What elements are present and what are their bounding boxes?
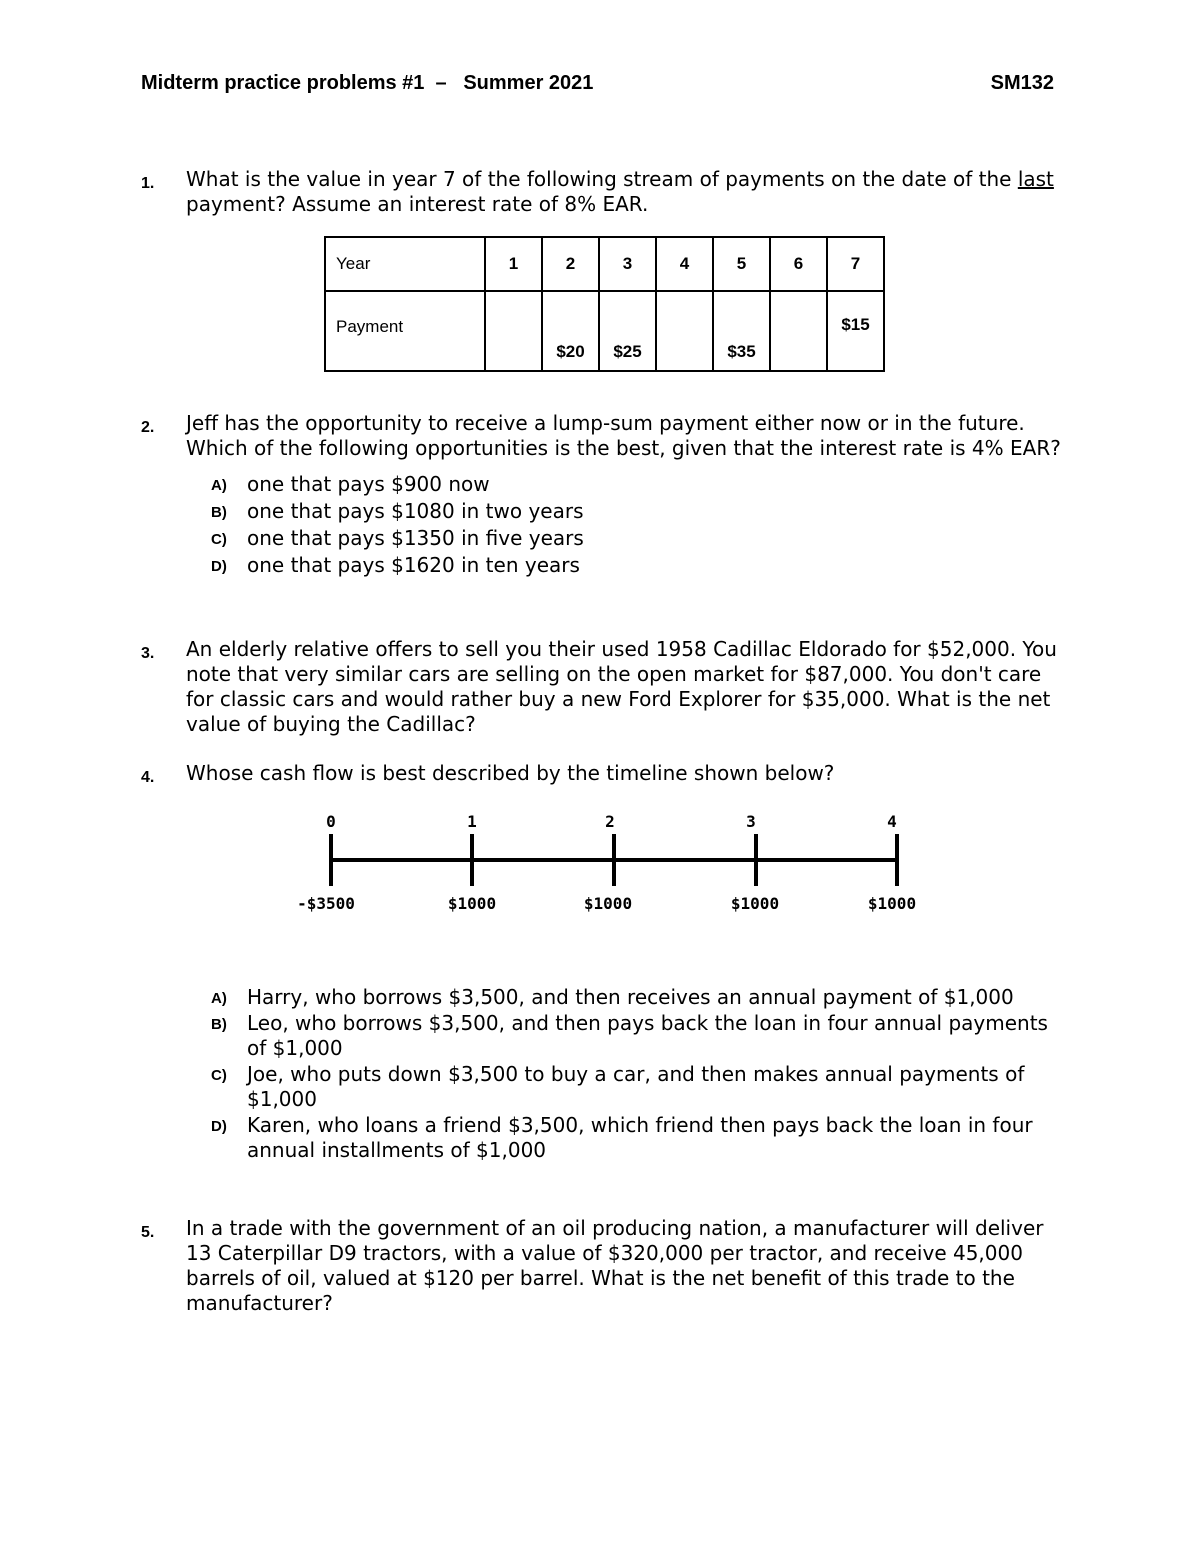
timeline-cashflow-label: $1000	[583, 894, 633, 913]
option-text: Leo, who borrows $3,500, and then pays back the loan in four annual payments of $1,000	[247, 1010, 1048, 1060]
option-text: one that pays $1350 in five years	[247, 526, 584, 550]
option-text: one that pays $900 now	[247, 472, 490, 496]
payment-cell: $25	[599, 291, 656, 371]
option	[211, 552, 1071, 579]
payment-table	[324, 236, 885, 372]
page-title: Midterm practice problems #1 – Summer 2021	[141, 72, 594, 94]
options-list	[211, 471, 1071, 579]
question-text: In a trade with the government of an oil producing nation, a manufacturer will deliver 13 Caterpillar D9 tractors, with a value of $320,000 per tractor, and receive 45,000 barrels of oil, valued at $120 per barrel. What is the net benefit of this trade to the manufacturer?	[186, 1216, 1044, 1315]
payment-cell: $35	[713, 291, 770, 371]
question-text-part: payment? Assume an interest rate of 8% EAR.	[186, 192, 649, 216]
question-5	[141, 1216, 1071, 1316]
timeline-cashflow-label: -$3500	[297, 894, 355, 913]
option	[211, 525, 1071, 552]
option-text: Karen, who loans a friend $3,500, which friend then pays back the loan in four annual installments of $1,000	[247, 1112, 1033, 1162]
timeline-period-label: 1	[467, 812, 477, 831]
question-number: 2.	[141, 419, 155, 436]
option	[211, 1011, 1071, 1062]
options-list	[211, 985, 1071, 1164]
question-number: 3.	[141, 645, 155, 662]
payment-cell: $15	[827, 291, 884, 371]
question-1	[141, 167, 1071, 217]
payment-cell	[770, 291, 827, 371]
table-row-label: Year	[325, 237, 485, 291]
option-text: Joe, who puts down $3,500 to buy a car, and then makes annual payments of $1,000	[247, 1061, 1025, 1111]
year-cell: 5	[713, 237, 770, 291]
option-letter: D)	[211, 1117, 227, 1135]
question-number: 5.	[141, 1224, 155, 1241]
option-letter: B)	[211, 504, 227, 521]
question-4	[141, 761, 1071, 786]
option-text: one that pays $1080 in two years	[247, 499, 584, 523]
option	[211, 985, 1071, 1011]
option	[211, 1113, 1071, 1164]
option-letter: A)	[211, 477, 227, 494]
option	[211, 1062, 1071, 1113]
option-letter: A)	[211, 990, 227, 1007]
table-row-label: Payment	[325, 291, 485, 371]
year-cell: 4	[656, 237, 713, 291]
course-code: SM132	[990, 72, 1054, 94]
option-letter: C)	[211, 1066, 227, 1084]
question-text: An elderly relative offers to sell you their used 1958 Cadillac Eldorado for $52,000. You note that very similar cars are selling on the open market for $87,000. You don't care for classic cars and would rather buy a new Ford Explorer for $35,000. What is the net value of buying the Cadillac?	[186, 637, 1057, 736]
timeline-cashflow-label: $1000	[730, 894, 780, 913]
payment-cell	[485, 291, 542, 371]
option-letter: D)	[211, 558, 227, 575]
timeline-cashflow-label: $1000	[867, 894, 917, 913]
timeline-period-label: 4	[887, 812, 897, 831]
question-text: Jeff has the opportunity to receive a lump-sum payment either now or in the future. Which of the following opportunities is the best, given that the interest rate is 4% EAR?	[186, 411, 1061, 460]
option	[211, 471, 1071, 498]
timeline-period-label: 2	[605, 812, 615, 831]
question-text: Whose cash flow is best described by the timeline shown below?	[186, 761, 835, 785]
underlined-word: last	[1017, 167, 1054, 191]
question-text-part: What is the value in year 7 of the following stream of payments on the date of the	[186, 167, 1018, 191]
question-number: 1.	[141, 175, 155, 192]
year-cell: 1	[485, 237, 542, 291]
option-text: one that pays $1620 in ten years	[247, 553, 580, 577]
year-cell: 6	[770, 237, 827, 291]
payment-cell: $20	[542, 291, 599, 371]
year-cell: 2	[542, 237, 599, 291]
timeline-cashflow-label: $1000	[447, 894, 497, 913]
option-letter: B)	[211, 1015, 227, 1033]
timeline-period-label: 3	[746, 812, 756, 831]
option-letter: C)	[211, 531, 227, 548]
payment-cell	[656, 291, 713, 371]
question-text	[186, 167, 1071, 217]
question-2	[141, 411, 1071, 579]
year-cell: 3	[599, 237, 656, 291]
table-row	[325, 291, 884, 371]
timeline-period-label: 0	[326, 812, 336, 831]
option-text: Harry, who borrows $3,500, and then receives an annual payment of $1,000	[247, 985, 1014, 1009]
question-3	[141, 637, 1071, 737]
question-4-options	[141, 985, 1071, 1164]
table-row	[325, 237, 884, 291]
option	[211, 498, 1071, 525]
year-cell: 7	[827, 237, 884, 291]
question-number: 4.	[141, 769, 155, 786]
